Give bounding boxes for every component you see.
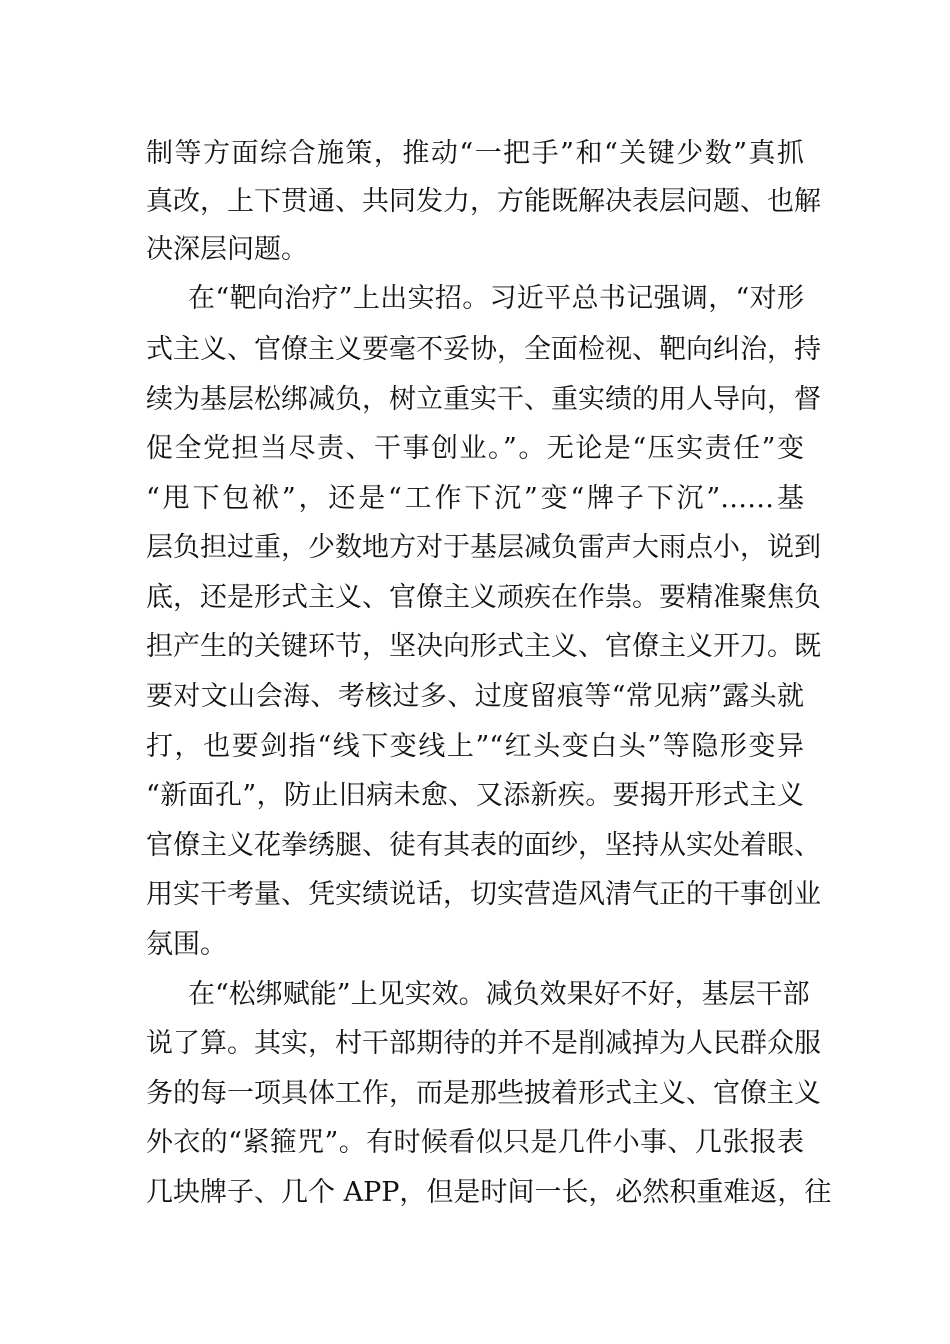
text-line: 氛围。 <box>146 929 227 960</box>
text-line: “新面孔”，防止旧病未愈、又添新疾。要揭开形式主义 <box>146 780 804 811</box>
text-line: 式主义、官僚主义要毫不妥协，全面检视、靶向纠治，持 <box>146 334 821 365</box>
text-line: 打，也要剑指“线下变线上”“红头变白头”等隐形变异 <box>146 731 804 762</box>
paragraph-first-line: 在“靶向治疗”上出实招。习近平总书记强调，“对形 <box>188 283 804 314</box>
text-line: 制等方面综合施策，推动“一把手”和“关键少数”真抓 <box>146 138 804 169</box>
text-line: “甩下包袱”，还是“工作下沉”变“牌子下沉”……基 <box>146 483 804 514</box>
text-line: 促全党担当尽责、干事创业。”。无论是“压实责任”变 <box>146 433 804 464</box>
text-line: 官僚主义花拳绣腿、徒有其表的面纱，坚持从实处着眼、 <box>146 830 821 861</box>
text-line: 用实干考量、凭实绩说话，切实营造风清气正的干事创业 <box>146 879 821 910</box>
text-line: 几块牌子、几个 APP，但是时间一长，必然积重难返，往 <box>146 1177 832 1208</box>
text-line: 真改，上下贯通、共同发力，方能既解决表层问题、也解 <box>146 186 821 217</box>
text-line: 续为基层松绑减负，树立重实干、重实绩的用人导向，督 <box>146 384 821 415</box>
text-line: 层负担过重，少数地方对于基层减负雷声大雨点小，说到 <box>146 532 821 563</box>
text-line: 要对文山会海、考核过多、过度留痕等“常见病”露头就 <box>146 681 804 712</box>
text-line: 担产生的关键环节，坚决向形式主义、官僚主义开刀。既 <box>146 631 821 662</box>
text-line: 务的每一项具体工作，而是那些披着形式主义、官僚主义 <box>146 1078 821 1109</box>
text-line: 底，还是形式主义、官僚主义顽疾在作祟。要精准聚焦负 <box>146 582 821 613</box>
text-line: 说了算。其实，村干部期待的并不是削减掉为人民群众服 <box>146 1028 821 1059</box>
text-line: 决深层问题。 <box>146 234 308 265</box>
text-line: 外衣的“紧箍咒”。有时候看似只是几件小事、几张报表 <box>146 1127 804 1158</box>
paragraph-first-line: 在“松绑赋能”上见实效。减负效果好不好，基层干部 <box>188 979 810 1010</box>
